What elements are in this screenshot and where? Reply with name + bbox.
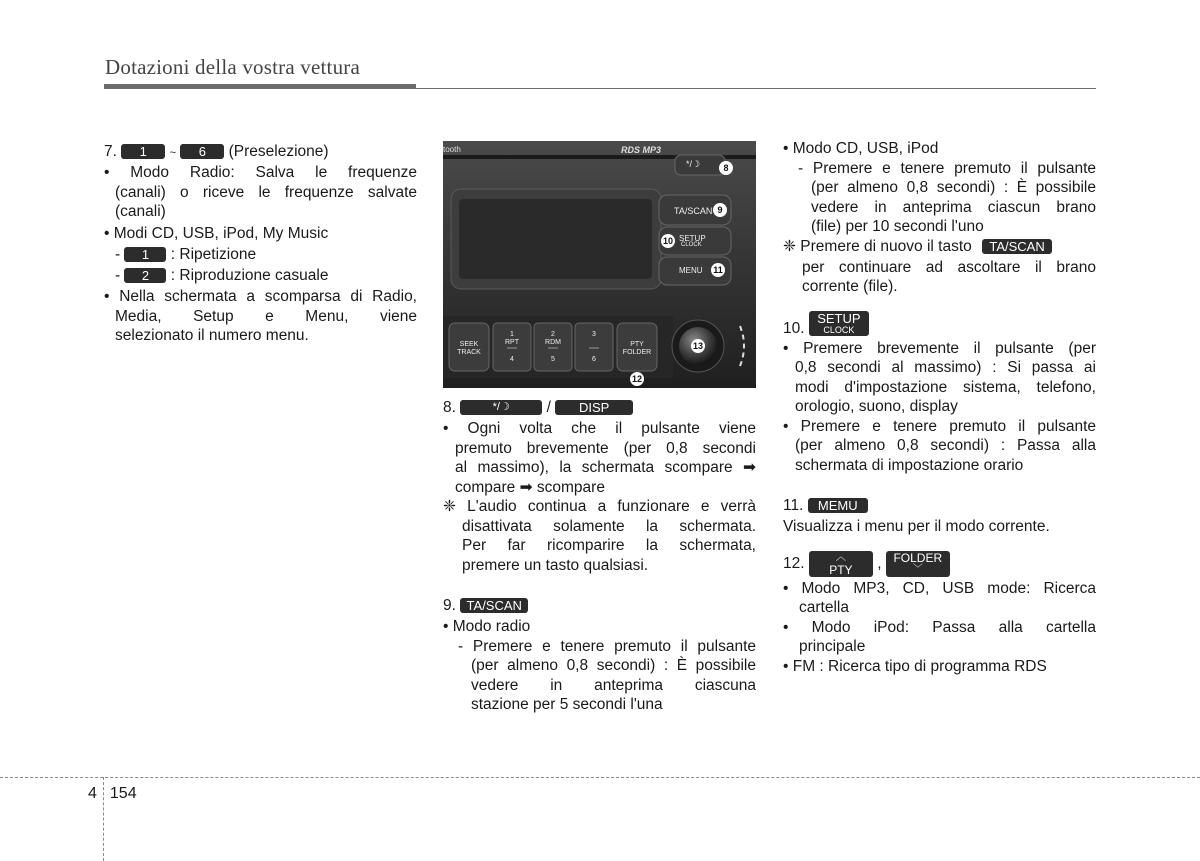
brand-rds-mp3-label: RDS MP3 [621,145,662,155]
preset-mid: RPT [505,339,519,346]
item-10a-3: modi d'impostazione sistema, telefono, [795,378,1096,396]
brand-bluetooth-label: tooth [443,145,461,154]
preset-bot: 4 [510,356,514,363]
preset-mid: RDM [545,339,561,346]
preset-key-6: 6 [180,144,224,159]
radio-unit-image [443,141,756,388]
shuffle-text: : Riproduzione casuale [170,267,329,284]
item-8-text-2: premuto brevemente (per 0,8 secondi [455,439,756,457]
item-10b-3: schermata di impostazione orario [795,456,1024,474]
disp-button-icon: */☽ [686,159,701,169]
cd-text-2: (per almeno 0,8 secondi) : È possibile [811,179,1096,196]
seek-label: SEEK [459,341,479,348]
tascan-key: TA/SCAN [982,239,1052,254]
marker-8: 8 [719,161,733,175]
header-rule-thin [416,88,1096,89]
item-7-label: (Preselezione) [228,143,329,160]
popup-line-2: Media, Setup e Menu, viene [115,307,417,325]
left-column [104,142,417,346]
setup-button-label: SETUP [679,234,706,243]
preset-bot: 6 [592,356,596,363]
note-tascan-line [783,237,1096,258]
pty-label: PTY [630,341,644,348]
radio-mode-line-3: (canali) [115,203,166,220]
item-9-text-2: (per almeno 0,8 secondi) : È possibile [471,657,756,674]
marker-13: 13 [692,341,703,351]
preset-bot: 5 [551,356,555,363]
preset-button-2-5 [534,331,572,364]
preset-button-3-6 [575,331,613,364]
popup-line-1: • Nella schermata a scomparsa di Radio, [104,288,417,305]
cd-mode-line: • Modo CD, USB, iPod [783,140,939,157]
page-header-title: Dotazioni della vostra vettura [105,55,360,79]
shuffle-line [104,266,417,287]
note-text-3: corrente (file). [802,278,898,295]
item-10a-2: 0,8 secondi al massimo) : Si passa ai [795,359,1096,376]
chevron-down-icon: ﹀ [912,563,923,575]
comma: , [877,554,882,572]
tilde: ~ [169,147,176,159]
preset-mid [575,339,613,347]
preset-top: 2 [551,331,555,338]
page-number [88,784,137,804]
item-7-heading [104,142,417,163]
popup-line-3: selezionato il numero menu. [115,327,309,344]
tascan-button-label: TA/SCAN [674,206,713,216]
item-10a-1: • Premere brevemente il pulsante (per [783,339,1096,357]
item-10a-4: orologio, suono, display [795,398,958,415]
right-column [783,139,1096,676]
pty-folder-label [617,341,657,357]
chevron-up-icon: ︿ [835,551,846,563]
folder-label: FOLDER [622,349,652,356]
footer-dashed-rule [0,777,1200,778]
item-8-note-1: ❈ L'audio continua a funzionare e verrà [443,498,756,515]
folder-key [886,551,950,577]
menu-button-label: MENU [679,266,703,275]
cd-text-1: - Premere e tenere premuto il pulsante [798,159,1096,177]
note-text: ❈ Premere di nuovo il tasto [783,237,972,255]
cd-modes-line: • Modi CD, USB, iPod, My Music [104,224,329,242]
marker-12: 12 [631,374,642,384]
slash: / [546,399,551,416]
dash: - [115,246,121,263]
item-12-heading [783,551,1096,579]
item-12b-2: principale [799,638,866,655]
dash: - [115,267,121,284]
pty-label: PTY [829,562,853,577]
menu-key: MEMU [808,498,868,513]
item-9-mode: • Modo radio [443,618,531,635]
item-12b-1: • Modo iPod: Passa alla cartella [783,618,1096,636]
item-number: 10. [783,319,805,337]
item-12a-1: • Modo MP3, CD, USB mode: Ricerca [783,579,1096,597]
cd-text-3: vedere in anteprima ciascun brano [811,198,1096,216]
key-1: 1 [124,247,166,262]
pty-key [809,551,873,577]
item-12c: • FM : Ricerca tipo di programma RDS [783,657,1047,675]
tascan-key: TA/SCAN [460,598,528,613]
setup-label: SETUP [817,310,861,326]
disp-key: DISP [555,400,633,415]
radio-mode-line-1: • Modo Radio: Salva le frequenze [104,164,417,181]
clock-button-label: CLOCK [681,242,702,248]
item-8-text-4: compare ➡ scompare [455,478,605,496]
item-number: 8. [443,399,456,416]
disp-icon-key: */☽ [460,400,542,415]
folder-label: FOLDER [893,550,943,565]
marker-11: 11 [711,263,725,277]
radio-mode-line-2: (canali) o riceve le frequenze salvate [115,183,417,201]
item-8-note-2: disattivata solamente la schermata. [462,517,756,535]
item-number: 9. [443,597,456,614]
note-text-2: per continuare ad ascoltare il brano [802,258,1096,276]
item-12a-2: cartella [799,599,849,616]
item-number: 7. [104,143,117,160]
track-label: TRACK [457,349,481,356]
preset-top: 3 [592,331,596,338]
item-8-text-3: al massimo), la schermata scompare ➡ [455,459,756,476]
chapter-number: 4 [88,785,97,802]
item-10b-2: (per almeno 0,8 secondi) : Passa alla [795,437,1096,454]
item-8-text-1: • Ogni volta che il pulsante viene [443,420,756,437]
page-number-value: 154 [109,785,137,802]
clock-label: CLOCK [823,324,855,335]
header-rule-thick [104,84,416,89]
item-9-text-3: vedere in anteprima ciascuna [471,676,756,694]
marker-9: 9 [713,203,727,217]
item-10-heading [783,311,1096,339]
setup-clock-key [809,311,869,336]
preset-top: 1 [510,331,514,338]
preset-key-1: 1 [121,144,165,159]
item-8-note-3: Per far ricomparire la schermata, [462,537,756,554]
item-9-text-4: stazione per 5 secondi l'una [471,696,663,713]
repeat-text: : Ripetizione [170,246,257,263]
cd-text-4: (file) per 10 secondi l'uno [811,218,984,235]
item-8-note-4: premere un tasto qualsiasi. [462,556,649,574]
item-number: 11. [783,497,804,514]
marker-10: 10 [662,236,673,246]
item-10b-1: • Premere e tenere premuto il pulsante [783,417,1096,435]
preset-button-1-4 [493,331,531,364]
item-11-heading [783,496,1096,517]
item-8-heading [443,398,756,419]
repeat-line [104,245,417,266]
item-9-heading [443,596,756,617]
item-9-text-1: - Premere e tenere premuto il pulsante [458,637,756,655]
item-11-text: Visualizza i menu per il modo corrente. [783,518,1050,535]
seek-track-label [449,341,489,357]
key-2: 2 [124,268,166,283]
middle-column [443,398,756,715]
item-number: 12. [783,554,805,572]
